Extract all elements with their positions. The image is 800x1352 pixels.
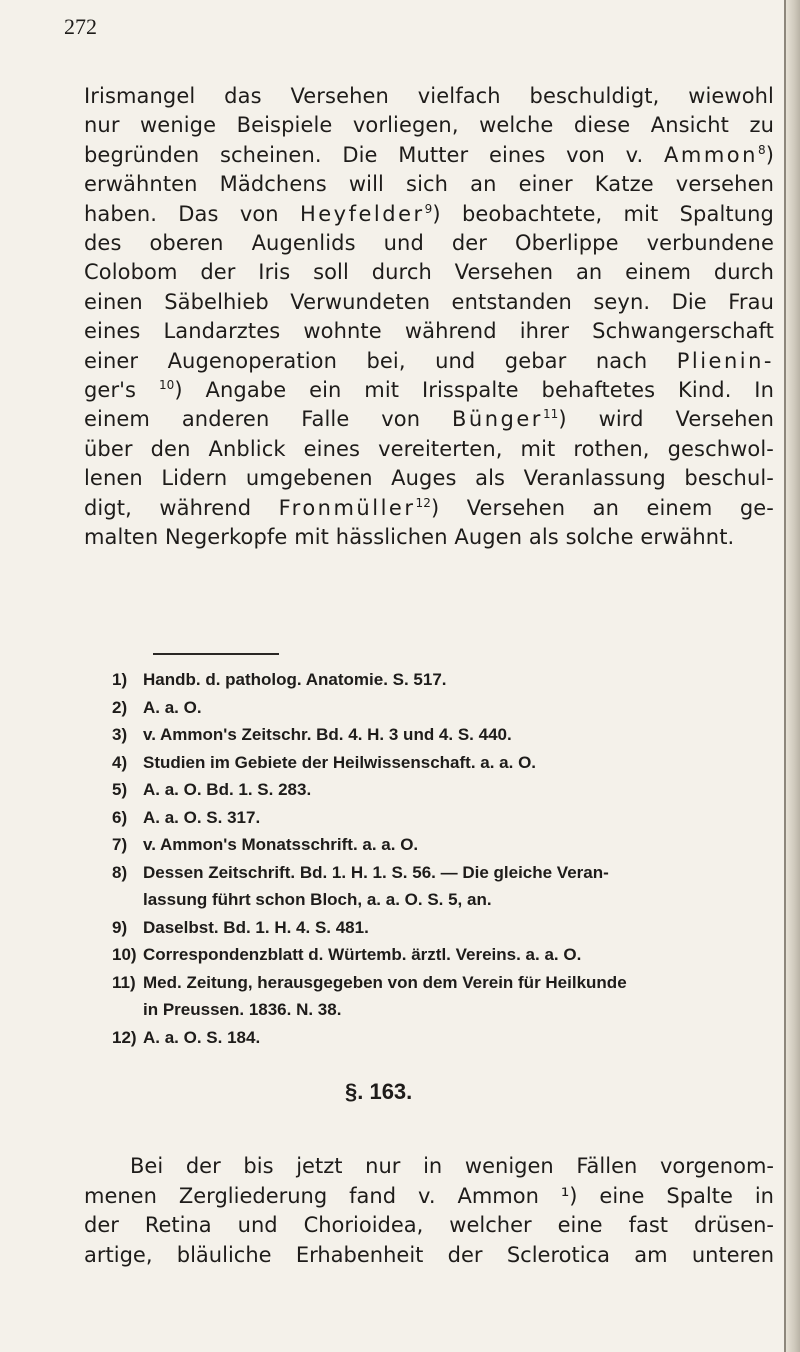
footnote-text: v. Ammon's Zeitschr. Bd. 4. H. 3 und 4. S. 440. bbox=[143, 725, 512, 744]
text-line: Irismangel das Versehen vielfach beschuldigt, wiewohl bbox=[84, 84, 774, 108]
author-name: Ammon bbox=[664, 142, 758, 167]
main-paragraph bbox=[84, 82, 774, 553]
footnote-text: A. a. O. Bd. 1. S. 283. bbox=[143, 780, 312, 799]
text-line: digt, während Fronmüller$^{12}$) Versehen an einem ge- bbox=[84, 495, 774, 520]
footnote bbox=[112, 804, 772, 832]
footnote-number: 11) bbox=[112, 972, 136, 992]
footnote-number: 1) bbox=[112, 670, 128, 689]
footnote bbox=[112, 831, 772, 859]
author-name: Heyfelder bbox=[299, 201, 425, 226]
footnote-text: A. a. O. S. 317. bbox=[143, 807, 261, 827]
footnotes bbox=[112, 666, 772, 1051]
footnote-number: 12) bbox=[112, 1027, 137, 1047]
text-line: artige, bläuliche Erhabenheit der Sclerotica am unteren bbox=[84, 1242, 774, 1267]
footnote-text: A. a. O. bbox=[143, 697, 202, 717]
text-line: der Retina und Chorioidea, welcher eine fast drüsen- bbox=[84, 1213, 774, 1237]
footnote bbox=[112, 721, 772, 749]
author-name: Bünger bbox=[452, 407, 543, 432]
footnote-ref: 11 bbox=[542, 407, 559, 422]
text-line: malten Negerkopfe mit hässlichen Augen als solche erwähnt. bbox=[84, 525, 735, 550]
footnote bbox=[112, 1024, 772, 1052]
footnote bbox=[112, 941, 772, 969]
footnote bbox=[112, 749, 772, 777]
footnote-ref: 9 bbox=[424, 201, 433, 216]
footnote bbox=[112, 969, 772, 1024]
footnote bbox=[112, 859, 772, 914]
text-line: erwähnten Mädchens will sich an einer Katze versehen bbox=[84, 172, 774, 197]
footnote-number: 3) bbox=[112, 725, 128, 744]
footnote-number: 6) bbox=[112, 807, 128, 827]
footnote-number: 9) bbox=[112, 917, 128, 937]
footnote-text: Med. Zeitung, herausgegeben von dem Verein für Heilkunde bbox=[143, 972, 627, 992]
footnote-text: Daselbst. Bd. 1. H. 4. S. 481. bbox=[143, 917, 369, 937]
text-line: des oberen Augenlids und der Oberlippe verbundene bbox=[84, 231, 774, 256]
footnote-number: 2) bbox=[112, 697, 128, 717]
text-line: Bei der bis jetzt nur in wenigen Fällen vorgenom- bbox=[130, 1154, 774, 1178]
text-line: einer Augenoperation bei, und gebar nach Plienin- bbox=[84, 348, 774, 373]
text-line: lenen Lidern umgebenen Auges als Veranlassung beschul- bbox=[84, 466, 774, 491]
footnote bbox=[112, 666, 772, 694]
footnote-ref: 12 bbox=[415, 495, 431, 510]
footnote-number: 8) bbox=[112, 862, 128, 882]
page-edge-line bbox=[784, 0, 786, 1352]
text-line: einen Säbelhieb Verwundeten entstanden seyn. Die Frau bbox=[84, 289, 774, 314]
page-number: 272 bbox=[64, 14, 97, 39]
footnote-text: Studien im Gebiete der Heilwissenschaft. a. a. O. bbox=[143, 752, 537, 772]
text-line: menen Zergliederung fand v. Ammon ¹) eine Spalte in bbox=[84, 1183, 774, 1208]
text-line: einem anderen Falle von Bünger$^{11}$) wird Versehen bbox=[84, 407, 774, 432]
footnote bbox=[112, 694, 772, 722]
footnote-number: 7) bbox=[112, 835, 128, 854]
author-name: Fronmüller bbox=[278, 495, 416, 520]
text-line: haben. Das von Heyfelder$^9$) beobachtete, mit Spaltung bbox=[84, 201, 774, 226]
page-edge bbox=[786, 0, 800, 1352]
footnote-number: 10) bbox=[112, 945, 137, 964]
footnote-text: Dessen Zeitschrift. Bd. 1. H. 1. S. 56. — Die gleiche Veran- bbox=[143, 862, 609, 882]
footnote-text: A. a. O. S. 184. bbox=[143, 1027, 261, 1047]
author-name: Plienin- bbox=[676, 348, 774, 373]
footnote bbox=[112, 776, 772, 804]
text-line: nur wenige Beispiele vorliegen, welche diese Ansicht zu bbox=[84, 113, 774, 138]
text-line: Colobom der Iris soll durch Versehen an einem durch bbox=[84, 260, 774, 285]
text-line: ger's $^{10}$) Angabe ein mit Irisspalte behaftetes Kind. In bbox=[84, 378, 775, 403]
footnote-number: 4) bbox=[112, 752, 128, 772]
footnote-text: Handb. d. patholog. Anatomie. S. 517. bbox=[143, 670, 447, 689]
section-heading: §. 163. bbox=[345, 1079, 413, 1104]
footnote-ref: 10 bbox=[158, 378, 175, 393]
footnote-continuation: in Preussen. 1836. N. 38. bbox=[143, 1000, 342, 1019]
section-paragraph bbox=[84, 1152, 774, 1270]
footnote-continuation: lassung führt schon Bloch, a. a. O. S. 5, an. bbox=[143, 890, 492, 909]
footnote-ref: 8 bbox=[757, 142, 766, 157]
text-line: über den Anblick eines vereiterten, mit rothen, geschwol- bbox=[84, 436, 774, 461]
footnote-number: 5) bbox=[112, 780, 128, 799]
text-line: begründen scheinen. Die Mutter eines von v. Ammon$^8$) bbox=[84, 142, 774, 167]
footnote-text: Correspondenzblatt d. Würtemb. ärztl. Vereins. a. a. O. bbox=[143, 945, 582, 964]
footnote-rule bbox=[153, 653, 279, 655]
text-line: eines Landarztes wohnte während ihrer Schwangerschaft bbox=[84, 319, 774, 344]
footnote bbox=[112, 914, 772, 942]
footnote-text: v. Ammon's Monatsschrift. a. a. O. bbox=[143, 835, 419, 854]
